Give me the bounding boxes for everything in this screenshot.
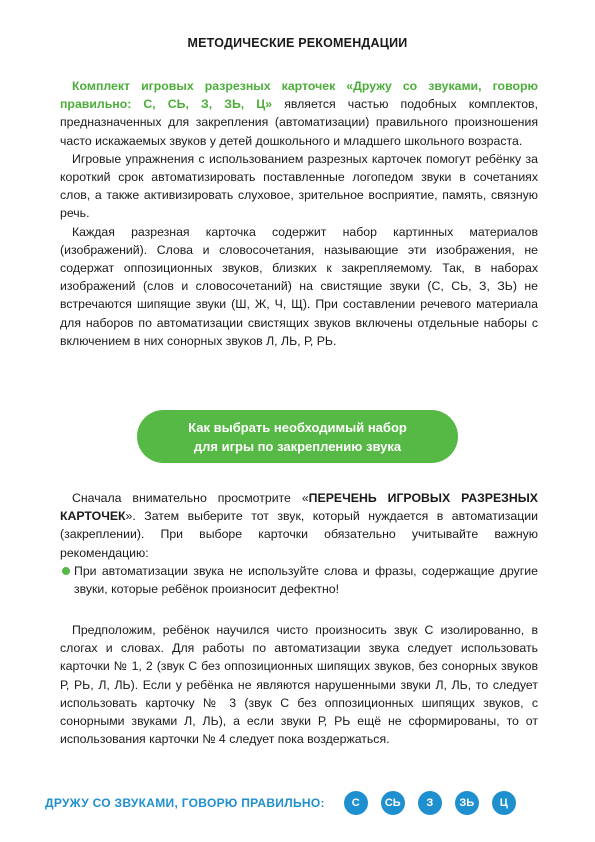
choose-set-button[interactable]	[137, 410, 458, 463]
footer	[45, 790, 555, 816]
sound-badge-s: С	[344, 791, 368, 815]
example-paragraph: Предположим, ребёнок научился чисто произносить звук С изолированно, в слогах и словах. Для работы по автоматизации звука следует использовать карточки № 1, 2 (звук С без оппозиционных шипящих звуков, без сонорных звуков Р, РЬ, Л, ЛЬ). Если у ребёнка не являются нарушенными звуки Л, ЛЬ, то следует использовать карточку № 3 (звук С без оппозиционных шипящих звуков, с сонорными звуками Л, ЛЬ), а если звуки Р, РЬ ещё не сформированы, то от использования карточки № 4 следует пока воздержаться.	[60, 623, 538, 747]
intro-highlight: Комплект игровых разрезных карточек «Дружу со звуками, говорю правильно: С, СЬ, З, ЗЬ, Ц»	[60, 79, 538, 112]
card-list-reference: ПЕРЕЧЕНЬ ИГРОВЫХ РАЗРЕЗНЫХ КАРТОЧЕК	[60, 491, 539, 524]
intro-section	[60, 77, 538, 350]
recommendation-bullet	[60, 562, 538, 598]
sound-badge-z-soft: ЗЬ	[455, 791, 479, 815]
intro-paragraph-1	[60, 77, 538, 150]
instructions-paragraph	[60, 489, 538, 562]
sound-badge-ts: Ц	[492, 791, 516, 815]
sound-badge-s-soft: СЬ	[381, 791, 405, 815]
bullet-dot-icon	[62, 567, 70, 575]
intro-paragraph-2: Игровые упражнения с использованием разрезных карточек помогут ребёнку за короткий срок автоматизировать поставленные логопедом звуки в сочетаниях слов, а также активизировать слуховое, зрительное восприятие, память, связную речь.	[60, 151, 538, 221]
choose-set-button-line-2: для игры по закреплению звука	[193, 439, 402, 454]
instructions-text-end: ». Затем выберите тот звук, который нуждается в автоматизации (закреплении). При выборе карточки обязательно учитывайте важную рекомендацию:	[60, 509, 538, 560]
intro-paragraph-3: Каждая разрезная карточка содержит набор картинных материалов (изображений). Слова и словосочетания, называющие эти изображения, не содержат оппозиционных звуков, близких к закрепляемому. Так, в наборах изображений (слов и словосочетаний) на свистящие звуки (С, СЬ, З, ЗЬ) не встречаются шипящие звуки (Ш, Ж, Ч, Щ). При составлении речевого материала для наборов по автоматизации свистящих звуков включены отдельные наборы с включением в них сонорных звуков Л, ЛЬ, Р, РЬ.	[60, 224, 538, 348]
sound-badge-z: З	[418, 791, 442, 815]
choose-set-button-line-1: Как выбрать необходимый набор	[188, 420, 407, 435]
example-section	[60, 621, 538, 748]
instructions-section	[60, 489, 538, 598]
intro-paragraph-1-text: является частью подобных комплектов, предназначенных для закрепления (автоматизации) правильного произношения часто искажаемых звуков у детей дошкольного и младшего школьного возраста.	[60, 97, 538, 148]
footer-slogan: ДРУЖУ СО ЗВУКАМИ, ГОВОРЮ ПРАВИЛЬНО:	[45, 796, 325, 810]
instructions-text-start: Сначала внимательно просмотрите «	[72, 491, 309, 505]
recommendation-text: При автоматизации звука не используйте слова и фразы, содержащие другие звуки, которые ребёнок произносит дефектно!	[74, 563, 538, 597]
page-title: МЕТОДИЧЕСКИЕ РЕКОМЕНДАЦИИ	[187, 36, 408, 50]
